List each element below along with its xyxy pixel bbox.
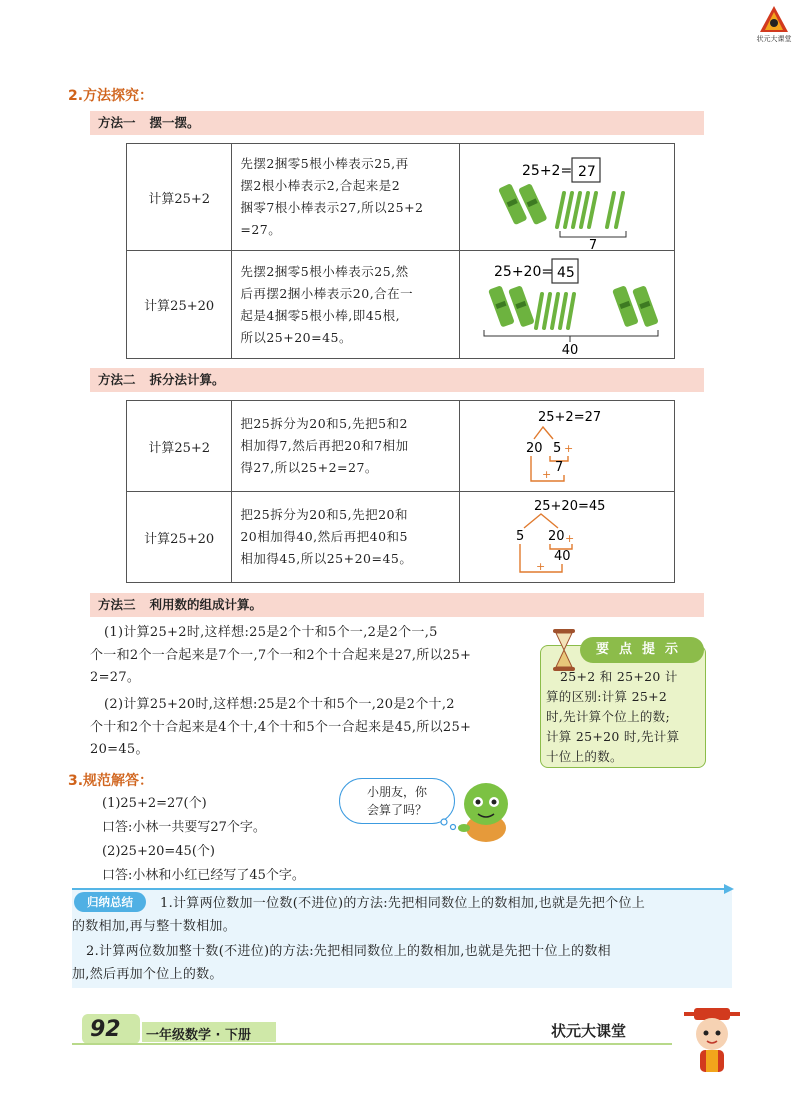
sticks-illustration <box>459 144 674 251</box>
table-row <box>127 492 675 583</box>
split-right: 5 <box>552 441 562 456</box>
answer-value: 45 <box>556 264 575 281</box>
desc-line: 把25拆分为20和5,先把20和 <box>240 507 408 522</box>
summary-line: 加,然后再加个位上的数。 <box>72 966 223 982</box>
desc-cell <box>232 144 460 251</box>
desc-line: 相加得7,然后再把20和7相加 <box>240 438 409 453</box>
method-3-bar <box>90 593 704 617</box>
split-diagram <box>459 492 674 583</box>
table-row <box>127 144 675 251</box>
text-line: (1)计算25+2时,这样想:25是2个十和5个一,2是2个一,5 <box>104 625 438 640</box>
brace-line <box>484 330 658 336</box>
method-1-table <box>126 143 675 359</box>
answer-line: (2)25+20=45(个) <box>102 844 215 859</box>
summary-top-rule <box>72 888 732 890</box>
answer-line: (1)25+2=27(个) <box>102 796 207 811</box>
tip-body <box>546 667 702 767</box>
equation-label: 25+2= <box>521 162 573 179</box>
method-3-name: 利用数的组成计算。 <box>149 597 263 612</box>
plus-sign: + <box>563 442 574 455</box>
text-line: 2=27。 <box>90 670 141 685</box>
bubble-line: 会算了吗？ <box>366 803 427 817</box>
method-2-label: 方法二 <box>98 372 136 387</box>
answer-line: 口答:小林一共要写27个字。 <box>102 820 266 835</box>
desc-line: 先摆2捆零5根小棒表示25,然 <box>240 263 409 279</box>
method-2-bar <box>90 368 704 392</box>
plus-sign: + <box>541 468 552 481</box>
desc-line: 摆2根小棒表示2,合起来是2 <box>240 178 401 193</box>
plus-sign: + <box>564 532 575 545</box>
turtle-mascot-icon <box>456 778 518 844</box>
summary-tag: 归纳总结 <box>74 892 146 912</box>
summary-item-2 <box>72 941 730 986</box>
book-name: 一年级数学 · 下册 <box>146 1028 251 1043</box>
desc-line: 后再摆2捆小棒表示20,合在一 <box>240 285 414 301</box>
tip-line: 十位上的数。 <box>546 749 623 764</box>
tip-line: 25+2 和 25+20 计 <box>560 669 678 684</box>
desc-line: 20相加得40,然后再把40和5 <box>240 529 408 544</box>
logo-text: 状元大课堂 <box>756 35 792 43</box>
split-diagram <box>459 401 674 492</box>
summary-item-1 <box>72 893 730 938</box>
split-right: 20 <box>547 529 565 544</box>
method-3-label: 方法三 <box>98 597 136 612</box>
sub-result: 7 <box>554 460 564 475</box>
method-3-paragraph-1 <box>90 622 528 690</box>
split-top: 25+20=45 <box>533 499 606 514</box>
brand-name: 状元大课堂 <box>551 1022 627 1040</box>
method-1-name: 摆一摆。 <box>149 115 200 130</box>
desc-line: 先摆2捆零5根小棒表示25,再 <box>240 156 409 171</box>
text-line: (2)计算25+20时,这样想:25是2个十和5个一,20是2个十,2 <box>104 697 455 712</box>
table-row <box>127 401 675 492</box>
bubble-line: 小朋友，你 <box>366 785 427 799</box>
page-number: 92 <box>90 1017 121 1042</box>
desc-line: 捆零7根小棒表示27,所以25+2 <box>240 200 424 215</box>
desc-line: 起是4捆零5根小棒,即45根, <box>240 307 401 323</box>
plus-sign: + <box>535 560 546 573</box>
summary-line: 的数相加,再与整十数相加。 <box>72 918 237 934</box>
logo-triangle-icon <box>759 5 789 33</box>
method-2-name: 拆分法计算。 <box>149 372 225 387</box>
calc-cell: 计算25+20 <box>127 251 232 359</box>
text-line: 20=45。 <box>90 742 149 757</box>
scholar-mascot-icon <box>680 1004 744 1078</box>
calc-cell: 计算25+2 <box>127 401 232 492</box>
table-row <box>127 251 675 359</box>
desc-cell <box>232 492 460 583</box>
brace-label: 40 <box>561 342 579 358</box>
split-top: 25+2=27 <box>537 410 602 425</box>
text-line: 个一和2个一合起来是7个一,7个一和2个十合起来是27,所以25+ <box>90 647 472 663</box>
desc-line: =27。 <box>240 222 282 237</box>
answer-line: 口答:小林和小红已经写了45个字。 <box>102 868 305 883</box>
desc-line: 相加得45,所以25+20=45。 <box>240 551 413 566</box>
split-branch <box>524 514 558 528</box>
method-1-bar <box>90 111 704 135</box>
section-2-title: 2.方法探究： <box>68 88 154 104</box>
single-sticks <box>536 294 574 328</box>
equation-label: 25+20= <box>493 263 554 280</box>
split-left: 5 <box>515 529 525 544</box>
brace-line <box>560 231 626 237</box>
method-1-label: 方法一 <box>98 115 136 130</box>
text-line: 个十和2个十合起来是4个十,4个十和5个一合起来是45,所以25+ <box>90 719 472 735</box>
single-sticks <box>557 193 623 227</box>
publisher-logo <box>752 5 796 47</box>
tip-title: 要点提示 <box>580 637 704 663</box>
method-2-table <box>126 400 675 583</box>
sticks-illustration <box>459 251 674 359</box>
desc-line: 得27,所以25+2=27。 <box>240 460 378 475</box>
brace-label: 7 <box>588 237 598 250</box>
desc-cell <box>232 401 460 492</box>
speech-bubble <box>339 778 455 824</box>
sub-result: 40 <box>553 549 571 564</box>
footer-rule <box>72 1043 672 1045</box>
summary-line: 2.计算两位数加整十数(不进位)的方法:先把相同数位上的数相加,也就是先把十位上的数相 <box>86 944 611 959</box>
calc-cell: 计算25+20 <box>127 492 232 583</box>
summary-line: 1.计算两位数加一位数(不进位)的方法:先把相同数位上的数相加,也就是先把个位上 <box>160 896 646 911</box>
split-branch <box>534 427 553 439</box>
tip-line: 计算 25+20 时,先计算 <box>546 729 680 744</box>
split-left: 20 <box>525 441 543 456</box>
desc-line: 所以25+20=45。 <box>240 329 353 345</box>
tip-line: 时,先计算个位上的数; <box>546 709 670 724</box>
section-3-title: 3.规范解答： <box>68 773 154 789</box>
tip-line: 算的区别:计算 25+2 <box>546 689 668 704</box>
hourglass-icon <box>551 628 577 672</box>
answer-value: 27 <box>577 163 596 180</box>
calc-cell: 计算25+2 <box>127 144 232 251</box>
desc-cell <box>232 251 460 359</box>
desc-line: 把25拆分为20和5,先把5和2 <box>240 416 408 431</box>
answer-block <box>102 792 305 888</box>
method-3-paragraph-2 <box>90 694 528 762</box>
